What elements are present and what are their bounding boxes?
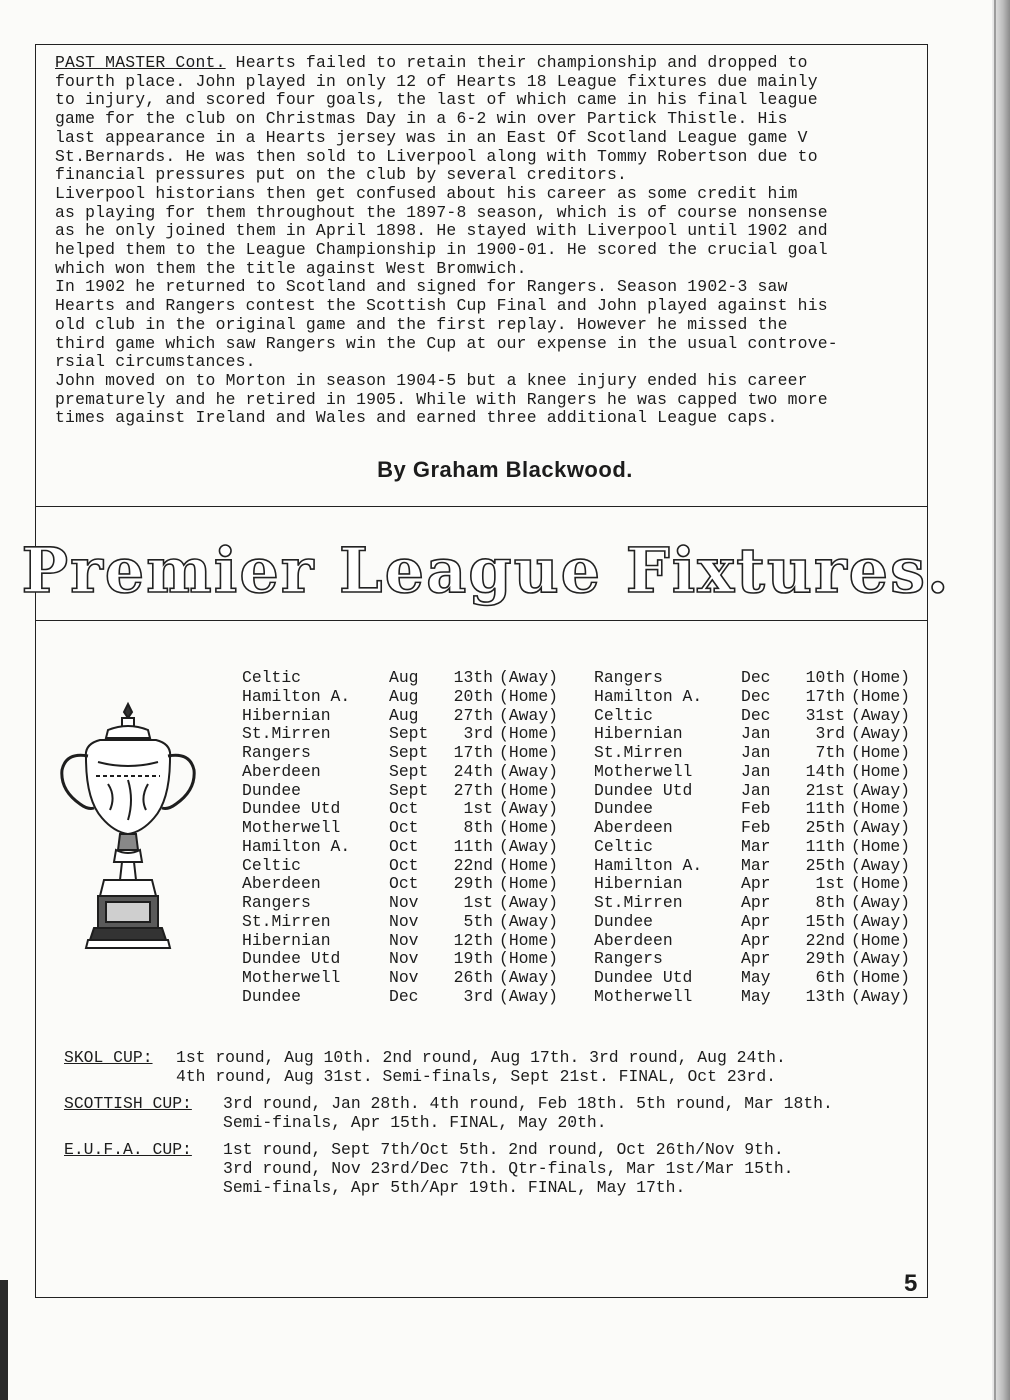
fixture-day: 13th [805, 986, 845, 1006]
paragraph-1-text: Hearts failed to retain their championship and dropped to fourth place. John played in only 12 of Hearts 18 League fixtures due mainly to injury, and scored four goals, the last of which came in his final league game for the club on Christmas Day in a 6-2 win over Partick Thistle. His last appearance in a Hearts jersey was in an East Of Scotland League game V St.Bernards. He was then sold to Liverpool along with Tommy Robertson due to financial pressures put on the club by several creditors. [55, 53, 818, 185]
fixture-row [594, 669, 923, 688]
fixture-venue: (Away) [851, 705, 911, 725]
fixture-month: Jan [741, 724, 771, 744]
fixture-team: Hibernian [242, 930, 331, 950]
fixtures-column-left [242, 669, 571, 1007]
fixture-row [594, 707, 923, 726]
fixture-venue: (Home) [851, 836, 911, 856]
fixture-month: Oct [389, 836, 419, 856]
fixture-venue: (Away) [499, 911, 559, 931]
paragraph-3: In 1902 he returned to Scotland and signed for Rangers. Season 1902-3 saw Hearts and Rangers contest the Scottish Cup Final and John played against his old club in the original game and the first replay. However he missed the third game which saw Rangers win the Cup at our expense in the usual controve- rsial circumstances. [55, 277, 838, 372]
fixture-month: Sept [389, 780, 429, 800]
fixture-row [242, 669, 571, 688]
fixture-row [242, 688, 571, 707]
fixture-day: 31st [805, 705, 845, 725]
fixture-team: St.Mirren [594, 743, 683, 762]
fixture-team: St.Mirren [594, 893, 683, 912]
fixture-row [242, 969, 571, 988]
fixture-month: Apr [741, 893, 771, 912]
fixture-month: Nov [389, 949, 419, 969]
fixture-row [594, 875, 923, 894]
fixture-day: 10th [805, 668, 845, 687]
fixture-venue: (Away) [851, 724, 911, 744]
fixture-team: Celtic [242, 668, 302, 687]
fixture-day: 12th [453, 930, 493, 950]
skol-cup-label: SKOL CUP: [64, 1048, 153, 1067]
fixture-day: 1st [463, 799, 493, 819]
section-title-text: Premier League Fixtures. [21, 534, 951, 607]
fixture-month: Oct [389, 855, 419, 875]
fixture-day: 17th [453, 743, 493, 762]
fixture-row [242, 744, 571, 763]
fixture-venue: (Away) [851, 893, 911, 912]
fixture-team: Motherwell [242, 818, 341, 837]
article-body [55, 54, 925, 428]
fixture-team: Aberdeen [594, 818, 673, 837]
fixture-team: Aberdeen [242, 761, 321, 781]
page-number: 5 [904, 1270, 918, 1297]
fixture-row [242, 894, 571, 913]
fixture-day: 27th [453, 780, 493, 800]
divider-bottom [35, 620, 928, 621]
fixture-day: 11th [453, 836, 493, 856]
fixture-day: 14th [805, 761, 845, 781]
fixture-venue: (Away) [499, 799, 559, 819]
fixture-team: St.Mirren [242, 724, 331, 744]
fixture-venue: (Away) [851, 986, 911, 1006]
fixture-day: 3rd [463, 986, 493, 1006]
fixture-team: Dundee Utd [594, 968, 693, 987]
fixture-venue: (Home) [499, 874, 559, 894]
fixture-row [242, 782, 571, 801]
fixture-row [594, 819, 923, 838]
fixture-day: 8th [463, 818, 493, 837]
fixture-row [242, 875, 571, 894]
fixture-team: Celtic [594, 836, 654, 856]
skol-cup-text: 1st round, Aug 10th. 2nd round, Aug 17th. 3rd round, Aug 24th. 4th round, Aug 31st. Semi-finals, Sept 21st. FINAL, Oct 23rd. [176, 1048, 786, 1086]
fixture-team: Dundee [594, 911, 654, 931]
fixture-team: Hamilton A. [594, 686, 703, 706]
fixture-team: Rangers [594, 668, 663, 687]
fixture-venue: (Away) [499, 986, 559, 1006]
fixture-month: Apr [741, 930, 771, 950]
fixture-day: 25th [805, 855, 845, 875]
eufa-cup-text: 1st round, Sept 7th/Oct 5th. 2nd round, Oct 26th/Nov 9th. 3rd round, Nov 23rd/Dec 7th. Qtr-finals, Mar 1st/Mar 15th. Semi-finals, Apr 5th/Apr 19th. FINAL, May 17th. [223, 1140, 794, 1197]
fixture-team: Hamilton A. [242, 686, 351, 706]
fixture-team: Hamilton A. [594, 855, 703, 875]
fixture-venue: (Home) [851, 761, 911, 781]
fixture-month: Aug [389, 686, 419, 706]
fixture-venue: (Away) [499, 893, 559, 912]
paragraph-1 [55, 54, 925, 185]
fixture-team: Celtic [594, 705, 654, 725]
fixture-month: Oct [389, 799, 419, 819]
fixture-day: 20th [453, 686, 493, 706]
fixture-day: 22nd [805, 930, 845, 950]
fixture-month: Jan [741, 761, 771, 781]
fixture-month: Mar [741, 836, 771, 856]
fixture-day: 1st [815, 874, 845, 894]
fixture-row [594, 763, 923, 782]
fixture-row [242, 932, 571, 951]
fixture-row [242, 988, 571, 1007]
fixture-row [594, 725, 923, 744]
fixture-month: Jan [741, 780, 771, 800]
fixture-venue: (Home) [851, 874, 911, 894]
fixture-team: Dundee Utd [242, 799, 341, 819]
fixture-venue: (Home) [499, 855, 559, 875]
fixture-row [594, 988, 923, 1007]
fixture-day: 3rd [463, 724, 493, 744]
fixture-team: Dundee Utd [594, 780, 693, 800]
fixture-row [242, 819, 571, 838]
cup-dates [64, 1049, 833, 1206]
fixture-row [242, 913, 571, 932]
fixture-team: Dundee [594, 799, 654, 819]
fixture-month: Dec [741, 705, 771, 725]
fixture-day: 29th [805, 949, 845, 969]
fixture-venue: (Home) [499, 949, 559, 969]
fixture-team: Rangers [242, 893, 311, 912]
fixture-month: Apr [741, 874, 771, 894]
fixture-day: 15th [805, 911, 845, 931]
byline [0, 457, 1010, 483]
fixture-day: 13th [453, 668, 493, 687]
fixture-month: Nov [389, 911, 419, 931]
fixture-venue: (Home) [851, 743, 911, 762]
scottish-cup-label: SCOTTISH CUP: [64, 1094, 192, 1114]
fixture-row [594, 913, 923, 932]
fixture-day: 27th [453, 705, 493, 725]
fixture-venue: (Away) [499, 668, 559, 687]
fixture-day: 21st [805, 780, 845, 800]
fixture-month: Feb [741, 818, 771, 837]
fixture-month: Feb [741, 799, 771, 819]
fixture-venue: (Home) [851, 968, 911, 987]
fixture-venue: (Home) [851, 799, 911, 819]
fixture-day: 5th [463, 911, 493, 931]
fixture-month: Nov [389, 930, 419, 950]
fixture-venue: (Away) [499, 836, 559, 856]
fixture-month: Aug [389, 705, 419, 725]
fixture-row [594, 838, 923, 857]
fixture-venue: (Home) [499, 743, 559, 762]
fixture-month: Oct [389, 874, 419, 894]
fixture-team: Motherwell [242, 968, 341, 987]
fixture-row [242, 838, 571, 857]
fixture-venue: (Away) [499, 968, 559, 987]
fixture-row [242, 707, 571, 726]
fixture-team: St.Mirren [242, 911, 331, 931]
fixture-day: 26th [453, 968, 493, 987]
fixture-day: 11th [805, 799, 845, 819]
fixture-month: Sept [389, 761, 429, 781]
fixture-month: Apr [741, 911, 771, 931]
fixture-row [594, 800, 923, 819]
fixture-row [594, 932, 923, 951]
paragraph-4: John moved on to Morton in season 1904-5 but a knee injury ended his career prematurely and he retired in 1905. While with Rangers he was capped two more times against Ireland and Wales and earned three additional League caps. [55, 370, 828, 428]
fixture-team: Motherwell [594, 986, 693, 1006]
fixture-month: Apr [741, 949, 771, 969]
fixture-month: Oct [389, 818, 419, 837]
fixtures-column-right [594, 669, 923, 1007]
fixture-row [594, 688, 923, 707]
fixture-venue: (Away) [851, 949, 911, 969]
fixture-day: 29th [453, 874, 493, 894]
fixture-venue: (Away) [851, 818, 911, 837]
fixture-team: Dundee [242, 986, 302, 1006]
fixture-row [242, 800, 571, 819]
fixture-venue: (Home) [851, 686, 911, 706]
fixture-venue: (Home) [499, 818, 559, 837]
fixture-team: Rangers [242, 743, 311, 762]
fixture-day: 3rd [815, 724, 845, 744]
fixture-day: 19th [453, 949, 493, 969]
fixture-month: Sept [389, 724, 429, 744]
fixture-team: Hibernian [594, 724, 683, 744]
fixture-day: 6th [815, 968, 845, 987]
fixture-month: Nov [389, 893, 419, 912]
binding-mark [0, 1280, 8, 1400]
fixture-month: Mar [741, 855, 771, 875]
eufa-cup [64, 1141, 833, 1197]
fixture-row [594, 969, 923, 988]
fixture-venue: (Away) [499, 705, 559, 725]
fixture-month: May [741, 986, 771, 1006]
fixture-team: Rangers [594, 949, 663, 969]
paragraph-2: Liverpool historians then get confused about his career as some credit him as playing for them throughout the 1897-8 season, which is of course nonsense as he only joined them in April 1898. He stayed with Liverpool until 1902 and helped them to the League Championship in 1900-01. He scored the crucial goal which won them the title against West Bromwich. [55, 183, 828, 278]
fixture-day: 17th [805, 686, 845, 706]
fixture-team: Dundee Utd [242, 949, 341, 969]
fixture-row [242, 763, 571, 782]
fixture-month: Sept [389, 743, 429, 762]
fixture-day: 7th [815, 743, 845, 762]
fixture-team: Aberdeen [242, 874, 321, 894]
scottish-cup [64, 1095, 833, 1132]
fixture-day: 1st [463, 893, 493, 912]
fixture-day: 11th [805, 836, 845, 856]
fixture-day: 25th [805, 818, 845, 837]
fixture-day: 24th [453, 761, 493, 781]
fixture-team: Hamilton A. [242, 836, 351, 856]
fixture-month: Aug [389, 668, 419, 687]
fixture-team: Aberdeen [594, 930, 673, 950]
fixture-venue: (Home) [499, 686, 559, 706]
divider-top [35, 506, 928, 507]
fixture-team: Celtic [242, 855, 302, 875]
fixture-row [594, 894, 923, 913]
article-heading: PAST MASTER Cont. [55, 53, 226, 72]
fixture-team: Dundee [242, 780, 302, 800]
eufa-cup-label: E.U.F.A. CUP: [64, 1140, 192, 1160]
fixture-row [242, 950, 571, 969]
fixture-month: Dec [389, 986, 419, 1006]
fixture-month: Dec [741, 668, 771, 687]
fixture-venue: (Away) [851, 911, 911, 931]
fixture-month: Nov [389, 968, 419, 987]
fixture-venue: (Home) [499, 780, 559, 800]
fixture-venue: (Home) [851, 930, 911, 950]
fixture-venue: (Away) [499, 761, 559, 781]
page-edge-line [994, 0, 996, 1400]
fixture-venue: (Home) [499, 930, 559, 950]
fixture-month: May [741, 968, 771, 987]
fixture-venue: (Home) [851, 668, 911, 687]
fixture-team: Motherwell [594, 761, 693, 781]
fixture-day: 22nd [453, 855, 493, 875]
fixture-month: Jan [741, 743, 771, 762]
skol-cup [64, 1049, 833, 1086]
fixture-venue: (Home) [499, 724, 559, 744]
fixture-team: Hibernian [594, 874, 683, 894]
fixture-venue: (Away) [851, 855, 911, 875]
trophy-icon [58, 700, 198, 970]
fixture-row [594, 857, 923, 876]
scottish-cup-text: 3rd round, Jan 28th. 4th round, Feb 18th. 5th round, Mar 18th. Semi-finals, Apr 15th. FINAL, May 20th. [223, 1094, 833, 1132]
fixture-row [242, 725, 571, 744]
fixture-venue: (Away) [851, 780, 911, 800]
fixture-row [594, 950, 923, 969]
fixture-row [594, 744, 923, 763]
fixture-day: 8th [815, 893, 845, 912]
fixture-row [594, 782, 923, 801]
fixture-month: Dec [741, 686, 771, 706]
fixture-team: Hibernian [242, 705, 331, 725]
fixture-row [242, 857, 571, 876]
section-title [21, 530, 951, 610]
byline-text: By Graham Blackwood. [377, 457, 633, 482]
